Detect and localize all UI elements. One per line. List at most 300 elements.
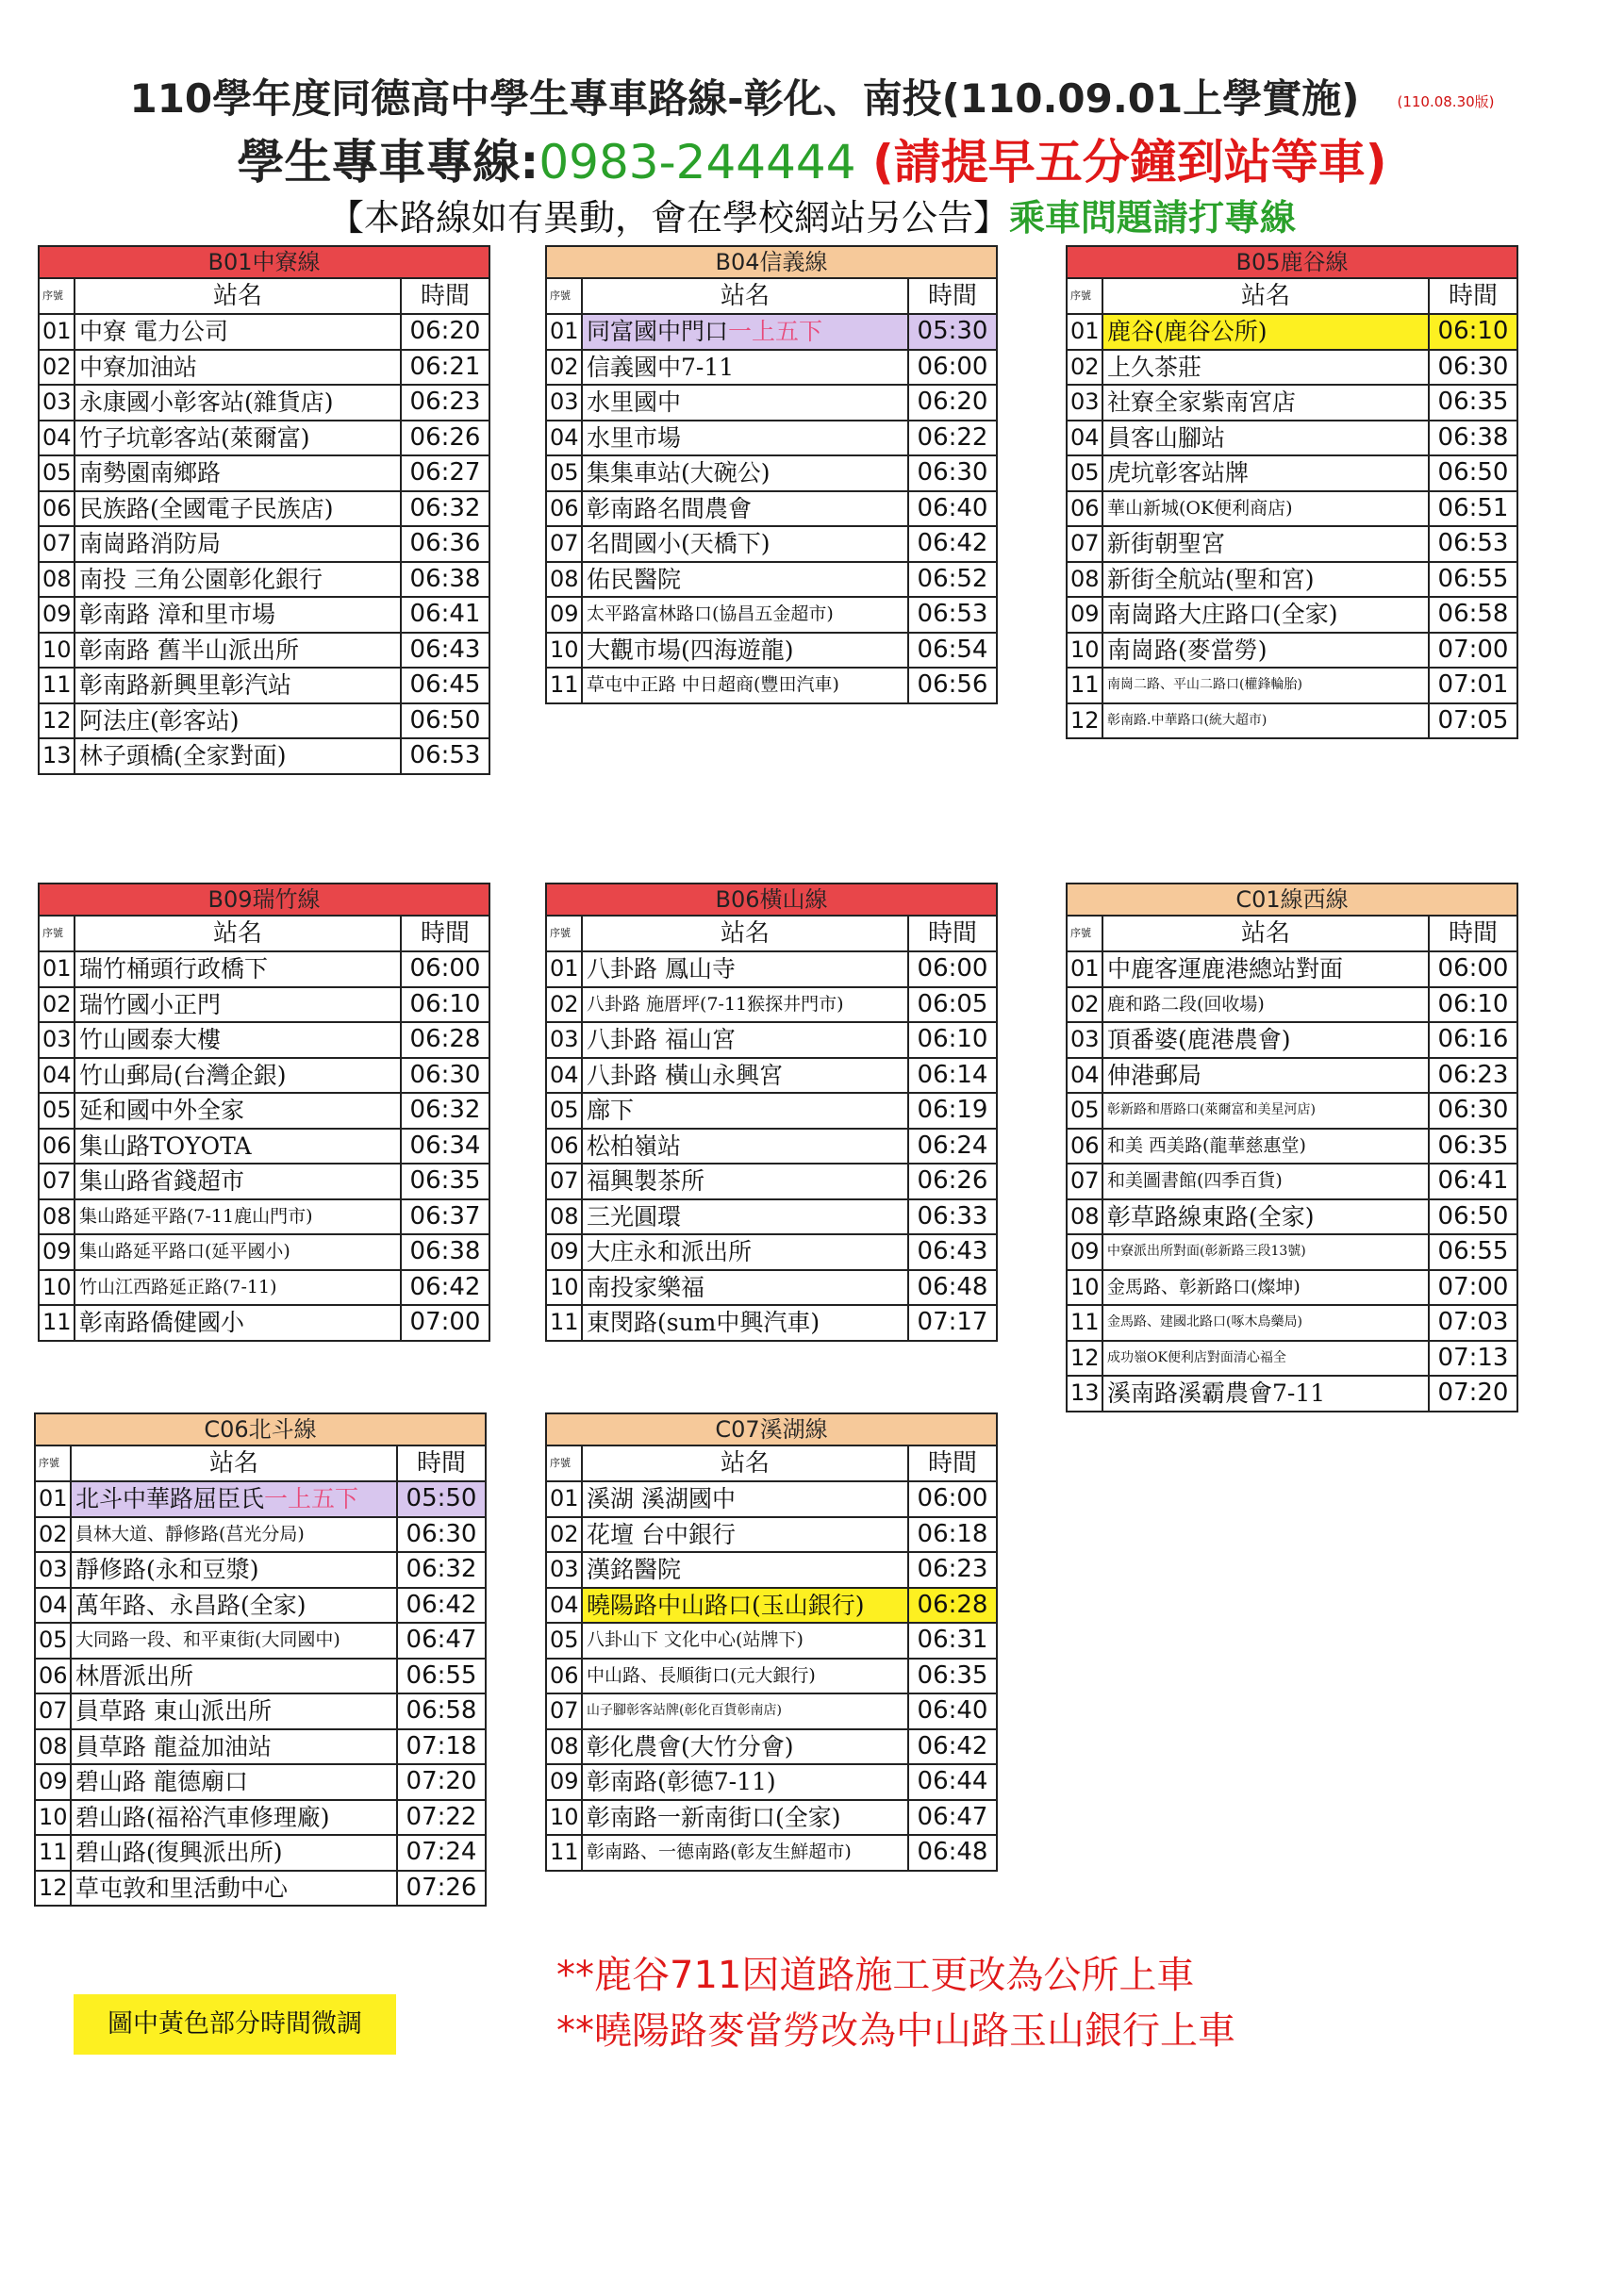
stop-name-cell [583, 1271, 909, 1305]
stop-name: 中寮 電力公司 [79, 318, 228, 345]
stop-name-cell [583, 1730, 909, 1764]
stop-name: 南崗路(麥當勞) [1107, 636, 1268, 664]
stop-number: 03 [40, 386, 75, 420]
stop-name: 八卦路 鳳山寺 [587, 955, 736, 983]
stop-name: 員林大道、靜修路(莒光分局) [75, 1523, 305, 1544]
stop-name: 彰草路線東路(全家) [1107, 1202, 1315, 1231]
table-row [1068, 315, 1516, 351]
table-row [36, 1518, 485, 1554]
stop-name-cell [583, 1801, 909, 1835]
stop-time: 06:35 [409, 1166, 481, 1195]
note-lugu: **鹿谷711因道路施工更改為公所上車 [556, 1954, 1195, 1997]
stop-name-cell [75, 739, 402, 773]
table-row [36, 1624, 485, 1660]
stop-number: 03 [547, 386, 583, 420]
stop-time: 06:10 [917, 1025, 988, 1053]
stop-name: 集山路延平路(7-11鹿山門市) [79, 1205, 313, 1227]
stop-number: 06 [547, 1660, 583, 1693]
stop-number: 08 [547, 1200, 583, 1234]
stop-name: 水里國中 [587, 388, 682, 416]
column-header [36, 1446, 485, 1482]
stop-name: 上久茶莊 [1107, 353, 1202, 381]
table-row [40, 1023, 489, 1059]
stop-name-cell [72, 1872, 398, 1906]
stop-number: 02 [40, 351, 75, 385]
stop-name-cell [75, 527, 402, 561]
stop-number: 09 [1068, 598, 1103, 632]
stop-name: 南崗路大庄路口(全家) [1107, 601, 1338, 628]
stop-name: 竹山國泰大樓 [79, 1026, 222, 1053]
route-table-b06 [545, 883, 998, 1342]
stop-name-cell [583, 1660, 909, 1693]
stop-number: 11 [40, 1306, 75, 1340]
table-row [547, 1200, 996, 1236]
stop-time: 06:47 [917, 1802, 988, 1831]
stop-time: 06:19 [917, 1096, 988, 1124]
stop-name-cell [583, 634, 909, 668]
table-row [547, 1624, 996, 1660]
stop-number: 05 [547, 1624, 583, 1658]
stop-number: 01 [40, 315, 75, 349]
stop-number: 02 [547, 351, 583, 385]
stop-name-cell [1103, 386, 1430, 420]
table-row [547, 1165, 996, 1200]
table-row [36, 1730, 485, 1766]
stop-name: 林厝派出所 [75, 1661, 194, 1690]
table-row [40, 492, 489, 528]
stop-name-cell [72, 1801, 398, 1835]
stop-name: 集集車站(大碗公) [587, 459, 771, 487]
stop-number: 05 [40, 456, 75, 490]
route-table-b05 [1066, 245, 1518, 739]
stop-name-cell [1103, 1130, 1430, 1164]
table-row [40, 351, 489, 387]
stop-name: 中鹿客運鹿港總站對面 [1107, 955, 1344, 983]
stop-time: 06:28 [909, 1589, 996, 1623]
hotline [0, 124, 1624, 192]
stop-time: 07:22 [406, 1802, 477, 1831]
column-stop-label: 站名 [583, 917, 909, 950]
stop-name: 三光圓環 [587, 1202, 682, 1231]
stop-name-cell [75, 669, 402, 702]
stop-name-cell [583, 1694, 909, 1728]
stop-name: 民族路(全國電子民族店) [79, 494, 334, 522]
stop-name-cell [75, 1306, 402, 1340]
stop-number: 10 [1068, 1271, 1103, 1305]
stop-number: 06 [40, 492, 75, 526]
stop-time: 06:35 [1437, 1131, 1509, 1160]
stop-time: 06:43 [917, 1237, 988, 1265]
stop-name: 草屯敦和里活動中心 [75, 1874, 289, 1902]
hotline-label: 學生專車專線: [237, 135, 539, 190]
stop-name: 中寮派出所對面(彰新路三段13號) [1107, 1244, 1306, 1259]
stop-number: 12 [36, 1872, 72, 1906]
stop-time: 06:58 [1437, 600, 1509, 628]
stop-name-cell [1103, 421, 1430, 455]
stop-name: 溪南路溪霸農會7-11 [1107, 1379, 1326, 1407]
stop-time: 06:38 [409, 564, 481, 593]
stop-name: 成功嶺OK便利店對面清心福全 [1107, 1349, 1286, 1365]
stop-time: 06:30 [1437, 352, 1509, 381]
stop-number: 11 [1068, 1306, 1103, 1340]
stop-number: 02 [547, 1518, 583, 1552]
stop-time: 07:20 [406, 1767, 477, 1795]
stop-name: 山子腳彰客站牌(彰化百貨彰南店) [587, 1703, 782, 1718]
stop-time: 07:20 [1437, 1379, 1509, 1407]
stop-name-cell [75, 1200, 402, 1234]
stop-name-cell [583, 598, 909, 632]
stop-time: 06:23 [409, 388, 481, 416]
table-row [547, 1023, 996, 1059]
stop-name: 水里市場 [587, 423, 682, 452]
table-row [1068, 1377, 1516, 1411]
stop-name-cell [583, 563, 909, 597]
notice [0, 189, 1624, 240]
stop-name-cell [75, 351, 402, 385]
stop-number: 02 [547, 988, 583, 1022]
stop-name-cell [75, 1094, 402, 1128]
stop-tag: 一上五下 [728, 318, 823, 345]
stop-name-cell [583, 1518, 909, 1552]
table-row [547, 1801, 996, 1837]
table-row [547, 1094, 996, 1130]
table-row [547, 563, 996, 599]
table-row [40, 386, 489, 421]
stop-name: 八卦路 橫山永興宮 [587, 1061, 783, 1089]
table-row [40, 315, 489, 351]
route-table-b09 [38, 883, 490, 1342]
stop-name-cell [1103, 1342, 1430, 1376]
stop-name-cell [72, 1589, 398, 1623]
stop-tag: 一上五下 [264, 1485, 359, 1512]
stop-number: 04 [547, 1059, 583, 1093]
stop-time: 06:53 [409, 741, 481, 769]
stop-time: 06:00 [409, 954, 481, 983]
stop-name-cell [583, 1482, 909, 1516]
stop-name-cell [1103, 456, 1430, 490]
stop-number: 06 [547, 1130, 583, 1164]
stop-number: 08 [1068, 563, 1103, 597]
stop-name: 林子頭橋(全家對面) [79, 742, 287, 769]
stop-time: 07:13 [1437, 1343, 1509, 1372]
stop-number: 11 [36, 1836, 72, 1870]
table-row [1068, 1094, 1516, 1130]
route-table-b01 [38, 245, 490, 775]
table-row [547, 1589, 996, 1625]
column-header [547, 279, 996, 315]
route-table-c06 [34, 1412, 487, 1907]
table-row [40, 1271, 489, 1307]
stop-name-cell [1103, 1023, 1430, 1057]
stop-name: 溪湖 溪湖國中 [587, 1485, 736, 1512]
stop-name-cell [75, 952, 402, 986]
stop-number: 10 [547, 634, 583, 668]
stop-name-cell [583, 456, 909, 490]
stop-name: 碧山路(復興派出所) [75, 1839, 283, 1866]
stop-time: 06:48 [917, 1838, 988, 1866]
stop-time: 06:50 [1437, 458, 1509, 487]
table-row [547, 1130, 996, 1165]
table-row [1068, 351, 1516, 387]
stop-time: 06:42 [917, 1731, 988, 1760]
stop-name: 草屯中正路 中日超商(豐田汽車) [587, 674, 839, 695]
table-row [40, 563, 489, 599]
stop-name: 漢銘醫院 [587, 1556, 682, 1583]
stop-time: 06:58 [406, 1696, 477, 1725]
table-row [1068, 1200, 1516, 1236]
stop-time: 06:28 [409, 1025, 481, 1053]
table-row [547, 988, 996, 1024]
stop-name-cell [75, 1165, 402, 1198]
stop-name: 竹山郵局(台灣企銀) [79, 1061, 287, 1089]
table-row [36, 1482, 485, 1518]
column-stop-label: 站名 [75, 917, 402, 950]
stop-name-cell [75, 456, 402, 490]
hotline-number: 0983-244444 [539, 135, 856, 190]
route-table-b04 [545, 245, 998, 704]
stop-name-cell [1103, 634, 1430, 668]
stop-number: 05 [1068, 456, 1103, 490]
stop-name-cell [1103, 598, 1430, 632]
table-row [1068, 952, 1516, 988]
stop-time: 06:26 [409, 422, 481, 452]
table-row [40, 988, 489, 1024]
stop-time: 06:37 [409, 1201, 481, 1231]
stop-time: 05:50 [398, 1482, 485, 1516]
stop-number: 04 [1068, 421, 1103, 455]
stop-name-cell [72, 1660, 398, 1693]
table-row [36, 1765, 485, 1801]
stop-time: 06:52 [917, 564, 988, 593]
stop-name-cell [583, 1094, 909, 1128]
route-title: B05鹿谷線 [1068, 247, 1516, 279]
stop-name-cell [583, 1589, 909, 1623]
stop-number: 10 [40, 1271, 75, 1305]
stop-time: 06:21 [409, 352, 481, 381]
stop-time: 06:34 [409, 1131, 481, 1160]
stop-name: 彰南路僑健國小 [79, 1309, 245, 1336]
stop-name: 花壇 台中銀行 [587, 1520, 736, 1548]
column-header [547, 1446, 996, 1482]
table-row [36, 1872, 485, 1906]
column-header [1068, 279, 1516, 315]
column-no-label: 序號 [40, 917, 75, 950]
table-row [1068, 634, 1516, 669]
stop-number: 09 [40, 598, 75, 632]
column-no-label: 序號 [547, 917, 583, 950]
stop-name: 大同路一段、和平東街(大同國中) [75, 1629, 340, 1650]
stop-name: 阿法庄(彰客站) [79, 706, 240, 735]
column-header [547, 917, 996, 952]
stop-name-cell [75, 1271, 402, 1305]
stop-number: 07 [40, 527, 75, 561]
stop-number: 04 [547, 421, 583, 455]
stop-number: 08 [40, 563, 75, 597]
table-row [547, 1306, 996, 1340]
stop-name: 靜修路(永和豆漿) [75, 1556, 259, 1583]
stop-number: 09 [36, 1765, 72, 1799]
note-xiaoyang: **曉陽路麥當勞改為中山路玉山銀行上車 [556, 2009, 1235, 2053]
stop-name: 大觀市場(四海遊龍) [587, 636, 794, 664]
table-row [547, 386, 996, 421]
stop-number: 03 [40, 1023, 75, 1057]
stop-number: 10 [547, 1271, 583, 1305]
stop-number: 11 [547, 669, 583, 702]
table-row [547, 1553, 996, 1589]
stop-time: 06:38 [409, 1237, 481, 1265]
stop-time: 06:55 [1437, 564, 1509, 593]
stop-name-cell [583, 1130, 909, 1164]
column-time-label: 時間 [1448, 919, 1498, 948]
stop-number: 06 [1068, 492, 1103, 526]
stop-time: 07:18 [406, 1731, 477, 1760]
stop-time: 06:32 [409, 493, 481, 522]
column-stop-label: 站名 [1103, 917, 1430, 950]
stop-name-cell [1103, 1271, 1430, 1305]
stop-number: 12 [1068, 704, 1103, 738]
stop-name: 和美 西美路(龍華慈惠堂) [1107, 1134, 1306, 1156]
stop-name: 彰南路(彰德7-11) [587, 1768, 776, 1795]
stop-name: 南勢園南鄉路 [79, 459, 222, 487]
stop-time: 06:36 [409, 529, 481, 557]
stop-time: 06:43 [409, 635, 481, 664]
table-row [1068, 1130, 1516, 1165]
column-time-label: 時間 [927, 1449, 977, 1478]
stop-time: 06:16 [1437, 1025, 1509, 1053]
stop-name-cell [583, 386, 909, 420]
stop-name: 福興製茶所 [587, 1167, 705, 1195]
route-title: C07溪湖線 [547, 1414, 996, 1446]
table-row [1068, 1235, 1516, 1271]
stop-time: 06:48 [917, 1272, 988, 1301]
stop-name: 名間國小(天橋下) [587, 530, 771, 557]
stop-time: 06:30 [917, 458, 988, 487]
column-time-label: 時間 [416, 1449, 466, 1478]
table-row [1068, 1059, 1516, 1095]
stop-name-cell [75, 492, 402, 526]
table-row [40, 704, 489, 740]
stop-name: 八卦山下 文化中心(站牌下) [587, 1629, 804, 1650]
stop-name: 碧山路(福裕汽車修理廠) [75, 1803, 330, 1831]
route-table-c01 [1066, 883, 1518, 1412]
column-no-label: 序號 [1068, 917, 1103, 950]
stop-number: 01 [36, 1482, 72, 1516]
stop-time: 07:05 [1437, 705, 1509, 735]
table-row [1068, 1023, 1516, 1059]
route-title: B01中寮線 [40, 247, 489, 279]
route-title: B06橫山線 [547, 884, 996, 917]
stop-number: 04 [547, 1589, 583, 1623]
stop-number: 02 [1068, 351, 1103, 385]
stop-name-cell [583, 1023, 909, 1057]
stop-number: 11 [1068, 669, 1103, 702]
table-row [1068, 1342, 1516, 1378]
stop-name-cell [1103, 1235, 1430, 1269]
stop-time: 06:32 [406, 1555, 477, 1583]
table-row [547, 492, 996, 528]
table-row [547, 1518, 996, 1554]
stop-name: 太平路富林路口(協昌五金超市) [587, 603, 834, 624]
stop-time: 06:42 [409, 1272, 481, 1301]
stop-name-cell [583, 1059, 909, 1093]
stop-name-cell [75, 315, 402, 349]
table-row [1068, 1271, 1516, 1307]
stop-number: 08 [1068, 1200, 1103, 1234]
stop-number: 10 [40, 634, 75, 668]
stop-name-cell [72, 1553, 398, 1587]
legend-yellow: 圖中黃色部分時間微調 [74, 1994, 396, 2055]
stop-name-cell [583, 421, 909, 455]
stop-name-cell [583, 527, 909, 561]
stop-name-cell [72, 1482, 398, 1516]
stop-name: 北斗中華路屈臣氏 [75, 1485, 265, 1512]
version-label: (110.08.30版) [1397, 93, 1495, 110]
route-table-c07 [545, 1412, 998, 1872]
page-title [0, 68, 1624, 124]
stop-name-cell [583, 1165, 909, 1198]
stop-time: 07:01 [1437, 670, 1509, 699]
stop-time: 06:10 [1430, 315, 1516, 349]
stop-name-cell [583, 315, 909, 349]
stop-name-cell [583, 492, 909, 526]
stop-number: 01 [1068, 315, 1103, 349]
stop-number: 10 [1068, 634, 1103, 668]
stop-time: 06:30 [409, 1060, 481, 1089]
stop-name-cell [583, 952, 909, 986]
stop-number: 01 [547, 952, 583, 986]
table-row [40, 1200, 489, 1236]
stop-name-cell [72, 1730, 398, 1764]
stop-time: 05:30 [909, 315, 996, 349]
stop-name: 集山路TOYOTA [79, 1131, 252, 1160]
stop-name: 彰南路、一德南路(彰友生鮮超市) [587, 1842, 852, 1862]
stop-time: 07:00 [1437, 635, 1509, 664]
stop-name: 永康國小彰客站(雜貨店) [79, 388, 334, 416]
stop-name: 大庄永和派出所 [587, 1238, 753, 1265]
stop-name: 金馬路、建國北路口(啄木鳥藥局) [1107, 1314, 1302, 1330]
stop-number: 07 [40, 1165, 75, 1198]
stop-number: 05 [547, 456, 583, 490]
stop-number: 05 [547, 1094, 583, 1128]
column-header [40, 279, 489, 315]
table-row [547, 1765, 996, 1801]
stop-name: 頂番婆(鹿港農會) [1107, 1026, 1291, 1053]
stop-number: 08 [40, 1200, 75, 1234]
stop-number: 09 [40, 1235, 75, 1269]
stop-name: 集山路省錢超市 [79, 1167, 245, 1195]
stop-name: 彰化農會(大竹分會) [587, 1732, 794, 1760]
stop-name-cell [1103, 527, 1430, 561]
stop-name: 萬年路、永昌路(全家) [75, 1591, 307, 1619]
table-row [547, 421, 996, 457]
stop-name: 新街朝聖宮 [1107, 530, 1226, 557]
stop-name-cell [75, 1235, 402, 1269]
stop-name-cell [1103, 988, 1430, 1022]
table-row [547, 1482, 996, 1518]
stop-time: 06:41 [409, 600, 481, 628]
stop-number: 04 [40, 421, 75, 455]
stop-number: 03 [1068, 1023, 1103, 1057]
stop-time: 06:18 [917, 1519, 988, 1548]
table-row [1068, 421, 1516, 457]
stop-name-cell [72, 1694, 398, 1728]
stop-time: 06:23 [1437, 1060, 1509, 1089]
table-row [36, 1694, 485, 1730]
stop-name: 南崗路消防局 [79, 530, 222, 557]
table-row [36, 1660, 485, 1695]
stop-number: 04 [40, 1059, 75, 1093]
stop-name-cell [72, 1518, 398, 1552]
